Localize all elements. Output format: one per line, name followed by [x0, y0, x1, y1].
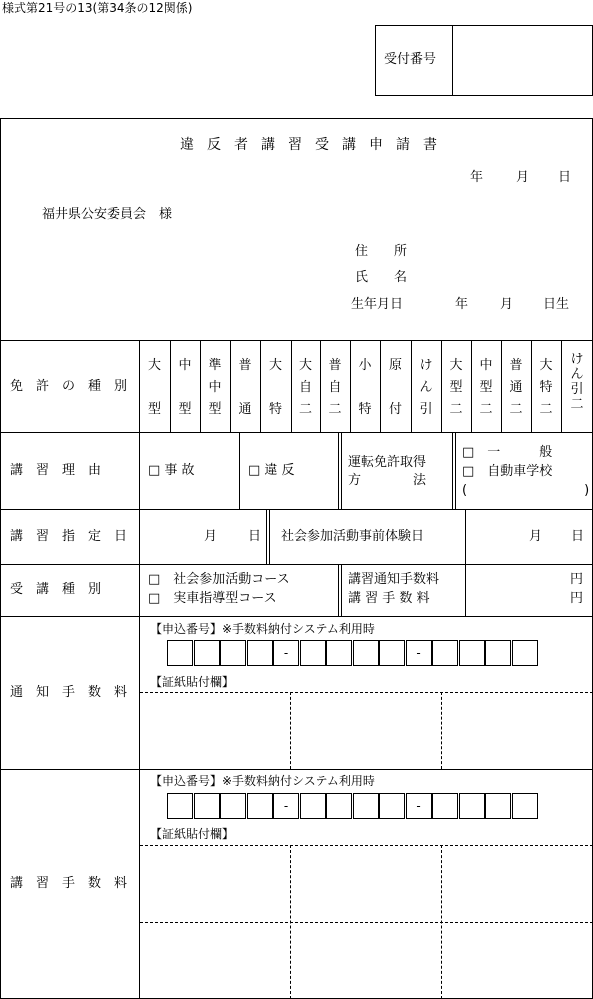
digit-box[interactable]: [326, 640, 352, 666]
license-type-10[interactable]: け ん 引: [419, 358, 433, 417]
dob-year-label: 年: [455, 297, 469, 312]
address-label: 住 所: [355, 244, 408, 259]
pretest-month-label: 月: [529, 529, 543, 544]
digit-box[interactable]: [512, 793, 538, 819]
license-type-5[interactable]: 大 特: [268, 358, 282, 417]
form-number: 様式第21号の13(第34条の12関係): [2, 1, 193, 15]
acquisition-method-label: 運転免許取得: [348, 455, 427, 470]
digit-box[interactable]: [512, 640, 538, 666]
reason-violation-checkbox[interactable]: □ 違 反: [248, 463, 295, 478]
receipt-number-field[interactable]: [454, 27, 590, 94]
course-type-label: 受講種別: [10, 582, 115, 597]
digit-box[interactable]: [353, 640, 379, 666]
digit-box[interactable]: [485, 640, 511, 666]
digit-box[interactable]: [194, 640, 220, 666]
method-general-checkbox[interactable]: □ 一 般: [462, 445, 553, 460]
license-type-11[interactable]: 大 型 二: [449, 358, 463, 417]
name-label: 氏 名: [355, 270, 408, 285]
license-type-7[interactable]: 普 自 二: [328, 358, 342, 417]
digit-box[interactable]: [432, 793, 458, 819]
method-driving-school-checkbox[interactable]: □ 自動車学校: [462, 464, 553, 479]
name-field[interactable]: [420, 266, 585, 288]
digit-box[interactable]: [167, 640, 193, 666]
course-social-checkbox[interactable]: □ 社会参加活動コース: [148, 572, 290, 587]
digit-box[interactable]: [379, 793, 405, 819]
address-field[interactable]: [420, 240, 585, 262]
license-type-9[interactable]: 原 付: [388, 358, 402, 417]
date-year-label: 年: [470, 170, 484, 185]
dob-day-label: 日生: [543, 297, 570, 312]
driving-school-name-field[interactable]: ( ): [462, 483, 590, 498]
yen-label-1: 円: [570, 572, 584, 587]
course-stamp-area: [141, 846, 592, 998]
receipt-number-label: 受付番号: [384, 52, 437, 67]
notice-application-number-label: 【申込番号】※手数料納付システム利用時: [150, 622, 375, 636]
license-type-12[interactable]: 中 型 二: [479, 358, 493, 417]
license-type-2[interactable]: 中 型: [178, 358, 192, 417]
digit-box[interactable]: [247, 640, 273, 666]
license-type-3[interactable]: 準 中 型: [208, 358, 222, 417]
license-type-8[interactable]: 小 特: [358, 358, 372, 417]
digit-box[interactable]: [459, 793, 485, 819]
course-practical-checkbox[interactable]: □ 実車指導型コース: [148, 591, 277, 606]
reason-label: 講習理由: [10, 463, 115, 478]
license-type-1[interactable]: 大 型: [147, 358, 161, 417]
date-day-label: 日: [558, 170, 572, 185]
yen-label-2: 円: [570, 591, 584, 606]
license-type-14[interactable]: 大 特 二: [539, 358, 553, 417]
license-type-4[interactable]: 普 通: [238, 358, 252, 417]
designated-day-label: 日: [248, 529, 262, 544]
notice-stamp-area: [141, 693, 592, 768]
course-application-number-label: 【申込番号】※手数料納付システム利用時: [150, 774, 375, 788]
digit-box[interactable]: -: [406, 793, 432, 819]
digit-box[interactable]: [379, 640, 405, 666]
digit-box[interactable]: [459, 640, 485, 666]
digit-box[interactable]: [326, 793, 352, 819]
designated-date-label: 講習指定日: [10, 529, 141, 544]
course-fee-label: 講習手数料: [10, 876, 141, 891]
digit-box[interactable]: [220, 640, 246, 666]
digit-box[interactable]: [353, 793, 379, 819]
pretest-day-label: 日: [571, 529, 585, 544]
notice-fee-label: 通知手数料: [10, 685, 141, 700]
digit-box[interactable]: [300, 640, 326, 666]
pretest-date-label: 社会参加活動事前体験日: [281, 529, 425, 544]
course-stamp-label: 【証紙貼付欄】: [150, 827, 235, 841]
digit-box[interactable]: [432, 640, 458, 666]
digit-box[interactable]: [247, 793, 273, 819]
addressee: 福井県公安委員会 様: [42, 207, 173, 222]
date-month-label: 月: [516, 170, 530, 185]
notice-stamp-label: 【証紙貼付欄】: [150, 675, 235, 689]
reason-accident-checkbox[interactable]: □ 事 故: [148, 463, 195, 478]
course-fee-amount-label: 講 習 手 数 料: [348, 591, 430, 606]
notice-fee-amount-label: 講習通知手数料: [348, 572, 440, 587]
dob-month-label: 月: [500, 297, 514, 312]
license-type-15[interactable]: け ん 引 二: [570, 352, 584, 412]
license-type-13[interactable]: 普 通 二: [509, 358, 523, 417]
license-type-6[interactable]: 大 自 二: [298, 358, 312, 417]
digit-box[interactable]: -: [273, 640, 299, 666]
digit-box[interactable]: [485, 793, 511, 819]
digit-box[interactable]: [167, 793, 193, 819]
designated-month-label: 月: [204, 529, 218, 544]
digit-box[interactable]: [220, 793, 246, 819]
form-title: 違反者講習受講申請書: [180, 137, 450, 153]
digit-box[interactable]: [300, 793, 326, 819]
digit-box[interactable]: [194, 793, 220, 819]
digit-box[interactable]: -: [273, 793, 299, 819]
license-type-label: 免許の種別: [10, 379, 141, 394]
digit-box[interactable]: -: [406, 640, 432, 666]
dob-label: 生年月日: [351, 297, 404, 312]
acquisition-method-label-2: 方 法: [348, 473, 427, 488]
